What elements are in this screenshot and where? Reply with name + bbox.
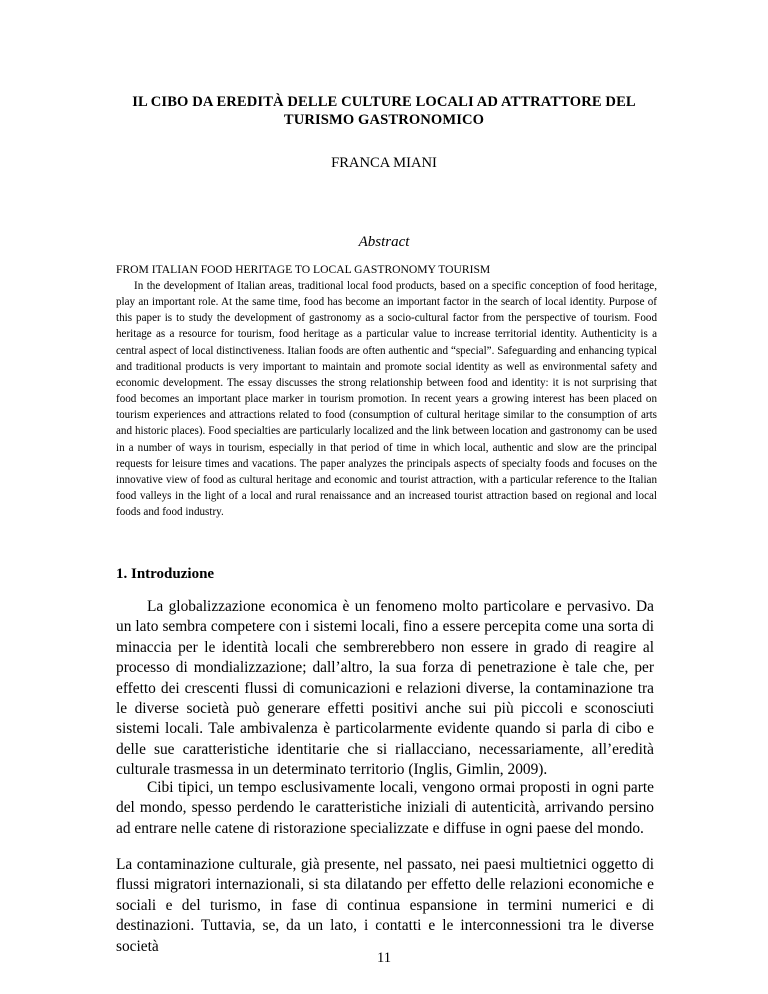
body-paragraph: La contaminazione culturale, già presente, nel passato, nei paesi multietnici oggetto di flussi migratori internazionali, si sta dilatando per effetto delle relazioni economiche e sociali e del turismo, in fase di continua espansione in termini numerici e di destinazioni. Tuttavia, se, da un lato, i contatti e le interconnessioni tra le diverse società — [116, 856, 654, 955]
abstract-heading: Abstract — [358, 234, 410, 250]
body-paragraph: Cibi tipici, un tempo esclusivamente locali, vengono ormai proposti in ogni parte del mondo, spesso perdendo le caratteristiche iniziali di autenticità, arrivando persino ad entrare nelle catene di ristorazione specializzate e diffuse in ogni paese del mondo. — [116, 779, 654, 837]
author-name: FRANCA MIANI — [331, 155, 437, 171]
section-heading: 1. Introduzione — [116, 566, 215, 582]
paper-title: IL CIBO DA EREDITÀ DELLE CULTURE LOCALI AD ATTRATTORE DEL TURISMO GASTRONOMICO — [132, 94, 636, 128]
abstract-english-title: FROM ITALIAN FOOD HERITAGE TO LOCAL GASTRONOMY TOURISM — [116, 263, 491, 276]
body-paragraph: La globalizzazione economica è un fenomeno molto particolare e pervasivo. Da un lato sembra competere con i sistemi locali, fino a essere percepita come una sorta di minaccia per le identità locali che sembrerebbero non essere in grado di reagire al processo di mondializzazione; dall’altro, la sua forza di penetrazione è tale che, per effetto dei crescenti flussi di comunicazioni e relazioni diverse, la contaminazione tra le diverse società può generare effetti positivi anche sui più piccoli e sconosciuti sistemi locali. Tale ambivalenza è particolarmente evidente quando si parla di cibo e delle sue caratteristiche identitarie che si riallacciano, necessariamente, all’eredità culturale trasmessa in un determinato territorio (Inglis, Gimlin, 2009). — [116, 598, 654, 779]
abstract-body: In the development of Italian areas, traditional local food products, based on a specific conception of food heritage, play an important role. At the same time, food has become an important factor in the search of local identity. Purpose of this paper is to study the development of gastronomy as a socio-cultural factor from the perspective of tourism. Food heritage as a resource for tourism, food heritage as a particular value to increase territorial identity. Authenticity is a central aspect of local distinctiveness. Italian foods are often authentic and “special”. Safeguarding and enhancing typical and traditional products is very important to maintain and promote social identity as well as environmental safety and economic development. The essay discusses the strong relationship between food and identity: it is not surprising that food becomes an important place marker in tourism promotion. In recent years a growing interest has been placed on tourism experiences and attractions related to food (consumption of cultural heritage similar to the consumption of arts and historic places). Food specialties are particularly localized and the link between location and gastronomy can be used in a number of ways in tourism, especially in that period of time in which local, authentic and slow are the principal requests for leisure times and vacations. The paper analyzes the principals aspects of specialty foods and focuses on the innovative view of food as cultural heritage and economic and tourist attraction, with a particular reference to the Italian food valleys in the light of a local and rural renaissance and an increased tourist attraction based on regional and local foods and food industry. — [116, 280, 657, 519]
page-number: 11 — [376, 950, 392, 966]
